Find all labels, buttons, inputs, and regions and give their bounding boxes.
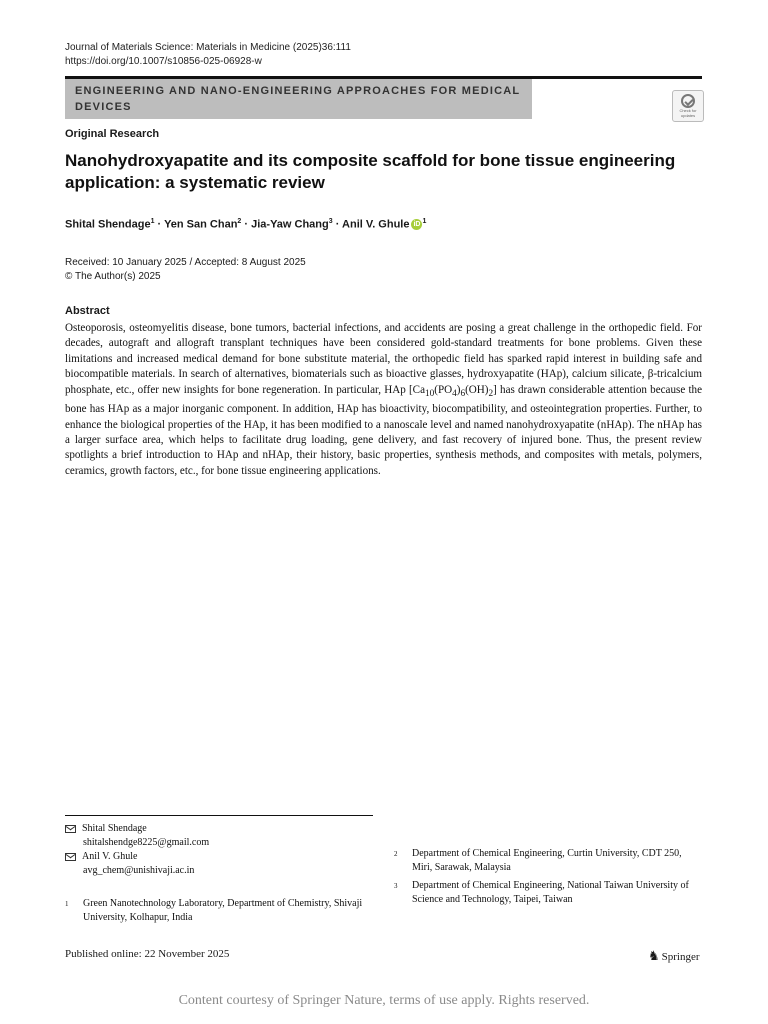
author-list bbox=[65, 218, 426, 231]
formula-subscript: 10 bbox=[425, 388, 435, 399]
check-for-updates-icon bbox=[681, 94, 695, 108]
author-affiliation-mark: 1 bbox=[422, 218, 427, 225]
section-banner-text: ENGINEERING AND NANO-ENGINEERING APPROACHES FOR MEDICAL DEVICES bbox=[75, 85, 521, 113]
author-name[interactable]: Yen San Chan bbox=[164, 218, 238, 231]
affiliation-text: Department of Chemical Engineering, Curtin University, CDT 250, Miri, Sarawak, Malaysia bbox=[412, 848, 682, 873]
abstract-heading: Abstract bbox=[65, 305, 110, 317]
author-separator: · bbox=[241, 218, 252, 231]
abstract-text-part: Osteoporosis, osteomyelitis disease, bone tumors, bacterial infections, and accidents are posing a great challenge in the orthopedic field. For decades, autograft and allograft transplant techniques have been considered gold-standard treatments for bone problems. Given these limitations and increased medical demand for bone substitute material, the orthopedic field has sparked rapid interest in building safe and biocompatible materials. In search of alternatives, biomaterials such as bioactive glasses, hydroxyapatite (HAp), calcium silicate, β-tricalcium phosphate, etc., offer new insights for bone regeneration. In particular, HAp [Ca bbox=[65, 322, 702, 396]
abstract-text-part: ) bbox=[456, 383, 461, 396]
author-separator: · bbox=[332, 218, 343, 231]
article-dates bbox=[65, 256, 306, 284]
formula-subscript: 4 bbox=[452, 388, 457, 399]
author-affiliation-mark: 3 bbox=[328, 218, 333, 225]
correspondence-email[interactable]: avg_chem@unishivaji.ac.in bbox=[83, 865, 195, 876]
section-banner bbox=[65, 79, 532, 119]
published-date: Published online: 22 November 2025 bbox=[65, 948, 230, 960]
author-separator: · bbox=[154, 218, 165, 231]
copyright-notice: © The Author(s) 2025 bbox=[65, 271, 161, 282]
author-affiliation-mark: 1 bbox=[150, 218, 155, 225]
affiliation-item bbox=[394, 847, 704, 875]
author-name[interactable]: Shital Shendage bbox=[65, 218, 151, 231]
affiliation-text: Green Nanotechnology Laboratory, Department of Chemistry, Shivaji University, Kolhapur, India bbox=[83, 898, 363, 923]
check-for-updates-label: Check for updates bbox=[679, 108, 697, 118]
affiliation-text: Department of Chemical Engineering, National Taiwan University of Science and Technology, Taipei, Taiwan bbox=[412, 880, 689, 905]
affiliation-item bbox=[65, 897, 365, 925]
abstract-text-part: (PO bbox=[434, 383, 453, 396]
publisher-logo bbox=[648, 948, 700, 964]
publisher-name: Springer bbox=[661, 951, 700, 963]
doi-link[interactable]: https://doi.org/10.1007/s10856-025-06928-w bbox=[65, 56, 262, 67]
correspondence-name: Shital Shendage bbox=[82, 823, 147, 834]
affiliation-number: 2 bbox=[394, 850, 398, 858]
formula-subscript: 6 bbox=[460, 388, 466, 399]
affiliation-number: 1 bbox=[65, 900, 69, 908]
envelope-icon bbox=[65, 853, 76, 861]
orcid-icon[interactable]: iD bbox=[413, 221, 421, 229]
affiliation-number: 3 bbox=[394, 882, 398, 890]
envelope-icon bbox=[65, 825, 76, 833]
abstract-text-part: ] has drawn considerable attention because the bone has HAp as a major inorganic component. In addition, HAp has bioactivity, biocompatibility, and osteointegration properties. Further, to enhance the biological properties of the HAp, it has been modified to a nanoscale level and named nanohydroxyapatite (nHAp). The nHAp has a larger surface area, which helps to facilitate drug loading, gene delivery, and fast recovery of injured bone. Thus, the present review spotlights a brief introduction to HAp and nHAp, their history, basic properties, synthesis methods, and composites with metals, polymers, ceramics, growth factors, etc., for bone tissue engineering applications. bbox=[65, 383, 702, 477]
article-type: Original Research bbox=[65, 128, 160, 140]
author-affiliation-mark: 2 bbox=[237, 218, 242, 225]
affiliation-item bbox=[394, 879, 704, 907]
correspondence-entry bbox=[65, 822, 365, 850]
paper-title: Nanohydroxyapatite and its composite scaffold for bone tissue engineering application: a systematic review bbox=[65, 151, 676, 192]
author-name[interactable]: Anil V. Ghule bbox=[342, 218, 410, 231]
abstract-text bbox=[65, 321, 702, 479]
footnote-rule bbox=[65, 815, 373, 816]
abstract-text-part: (OH) bbox=[465, 383, 489, 396]
correspondence-entry bbox=[65, 850, 365, 878]
correspondence-block bbox=[65, 822, 365, 878]
received-accepted-dates: Received: 10 January 2025 / Accepted: 8 August 2025 bbox=[65, 257, 306, 268]
correspondence-name: Anil V. Ghule bbox=[82, 851, 138, 862]
formula-subscript: 2 bbox=[488, 388, 494, 399]
check-for-updates-button[interactable] bbox=[672, 90, 704, 122]
courtesy-notice: Content courtesy of Springer Nature, terms of use apply. Rights reserved. bbox=[178, 993, 590, 1008]
correspondence-email[interactable]: shitalshendge8225@gmail.com bbox=[83, 837, 210, 848]
journal-citation: Journal of Materials Science: Materials in Medicine (2025)36:111 bbox=[65, 42, 351, 53]
springer-horse-icon: ♞ bbox=[648, 948, 660, 963]
author-name[interactable]: Jia-Yaw Chang bbox=[251, 218, 329, 231]
